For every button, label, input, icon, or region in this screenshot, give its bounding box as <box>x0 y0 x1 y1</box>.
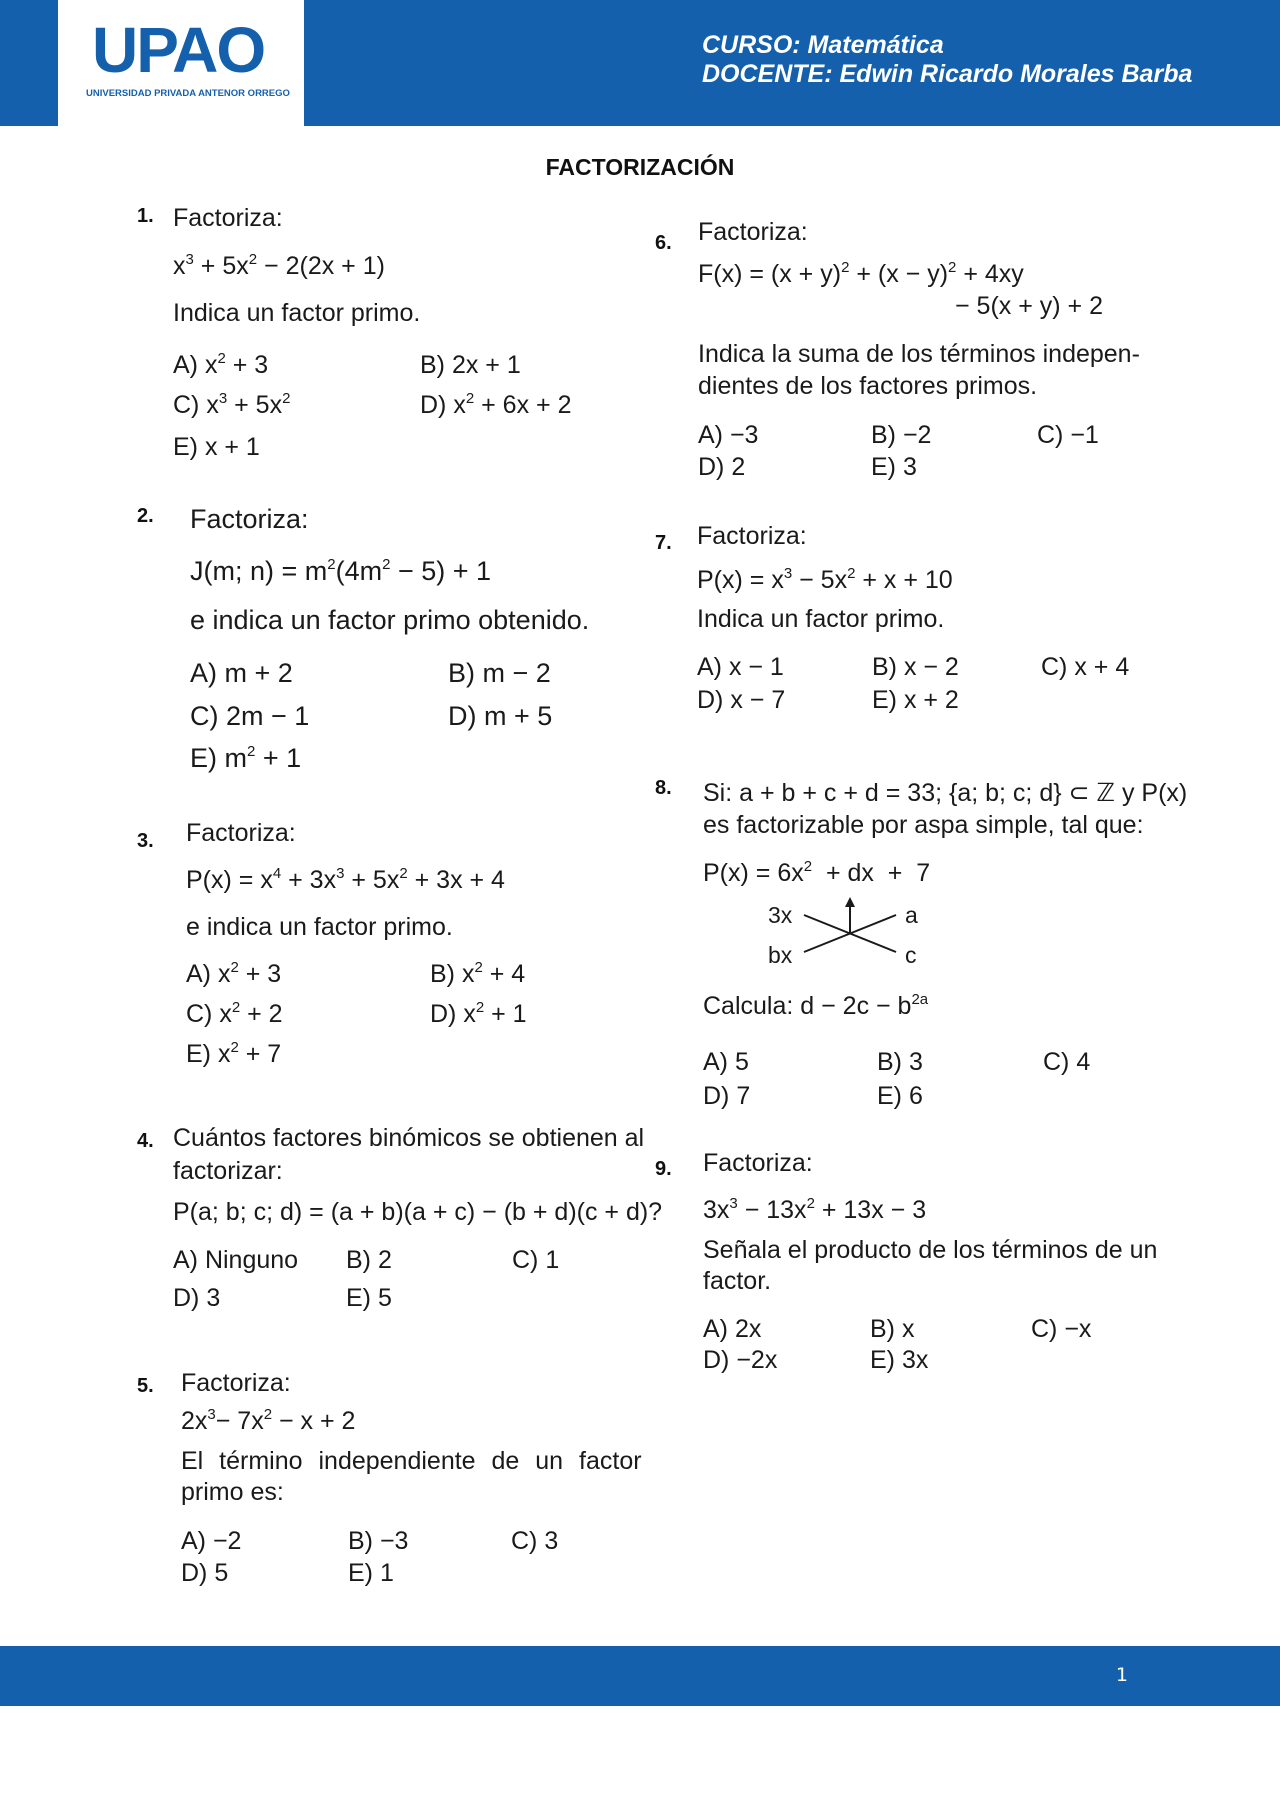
option-b: B) 3 <box>877 1048 923 1076</box>
option-d: D) 3 <box>173 1284 221 1312</box>
problem-instruction: Factoriza: <box>703 1149 813 1177</box>
problem-instruction-2: factorizar: <box>173 1157 283 1185</box>
option-c: C) 1 <box>512 1246 560 1274</box>
problem-question: Indica un factor primo. <box>173 299 421 327</box>
option-d: D) $x^2 + 1$ <box>430 999 527 1028</box>
option-a: A) $x^2 + 3$ <box>186 959 282 988</box>
problem-number: 8. <box>655 777 672 799</box>
option-e: E) $x^2 + 7$ <box>186 1039 282 1068</box>
problem-number: 7. <box>655 532 672 554</box>
option-d: D) 5 <box>181 1559 229 1587</box>
option-a: A) $x^2 + 3$ <box>173 350 269 379</box>
option-b: B) −2 <box>871 421 932 449</box>
option-b: B) x <box>870 1315 915 1343</box>
option-b: B) m − 2 <box>448 658 551 688</box>
aspa-bottom-left: bx <box>768 942 793 968</box>
problem-expression: $P(x) = x^3 - 5x^2 + x + 10$ <box>697 565 953 594</box>
option-c: C) 3 <box>511 1527 559 1555</box>
option-b: B) x − 2 <box>872 653 959 681</box>
option-e: E) 6 <box>877 1082 923 1110</box>
option-e: E) $m^2 + 1$ <box>190 743 302 773</box>
option-d: D) −2x <box>703 1346 778 1374</box>
problem-question: e indica un factor primo obtenido. <box>190 605 590 635</box>
problem-instruction: Factoriza: <box>173 204 283 232</box>
option-e: E) x + 1 <box>173 433 260 461</box>
problem-number: 1. <box>137 205 154 227</box>
option-a: A) 2x <box>703 1315 762 1343</box>
option-b: B) $x^2 + 4$ <box>430 959 526 988</box>
problem-expression: $F(x) = (x + y)^2 + (x - y)^2 + 4xy$ <box>698 259 1024 288</box>
aspa-simple-diagram <box>768 897 938 977</box>
option-b: B) 2 <box>346 1246 392 1274</box>
problem-instruction: Factoriza: <box>698 218 808 246</box>
problem-number: 2. <box>137 505 154 527</box>
course-label: CURSO: Matemática <box>702 31 944 59</box>
option-c: C) $x^2 + 2$ <box>186 999 283 1028</box>
problem-number: 6. <box>655 232 672 254</box>
problem-number: 3. <box>137 830 154 852</box>
problem-number: 4. <box>137 1130 154 1152</box>
option-c: C) 2m − 1 <box>190 701 310 731</box>
problem-question-2: factor. <box>703 1267 772 1295</box>
aspa-top-right: a <box>905 902 918 928</box>
problem-expression: $x^3 + 5x^2 - 2(2x + 1)$ <box>173 251 385 280</box>
option-a: A) 5 <box>703 1048 749 1076</box>
document-title: FACTORIZACIÓN <box>545 154 735 180</box>
option-d: D) x − 7 <box>697 686 786 714</box>
option-e: E) 1 <box>348 1559 394 1587</box>
aspa-top-left: 3x <box>768 902 793 928</box>
option-a: A) Ninguno <box>173 1246 299 1274</box>
option-d: D) $x^2 + 6x + 2$ <box>420 390 572 419</box>
option-a: A) −3 <box>698 421 759 449</box>
option-e: E) 3 <box>871 453 917 481</box>
teacher-label: DOCENTE: Edwin Ricardo Morales Barba <box>702 60 1193 88</box>
option-c: C) $x^3 + 5x^2$ <box>173 390 291 419</box>
option-e: E) 3x <box>870 1346 929 1374</box>
option-d: D) 7 <box>703 1082 751 1110</box>
problem-expression: $2x^3- 7x^2 - x + 2$ <box>181 1406 356 1435</box>
problem-instruction: Factoriza: <box>190 504 309 534</box>
problem-expression: $P(x) = x^4 + 3x^3 + 5x^2 + 3x + 4$ <box>186 865 505 894</box>
option-d: D) m + 5 <box>448 701 553 731</box>
problem-instruction-2: es factorizable por aspa simple, tal que: <box>703 811 1144 839</box>
upao-logo: UPAO <box>92 14 265 86</box>
problem-question: e indica un factor primo. <box>186 913 453 941</box>
option-b: B) 2x + 1 <box>420 351 521 379</box>
problem-number: 5. <box>137 1375 154 1397</box>
header-banner <box>0 0 1280 126</box>
problem-question: Indica la suma de los términos indepen- <box>698 340 1140 368</box>
problem-expression: $P(x) = 6x^2$ + dx + 7 <box>703 858 931 887</box>
option-c: C) x + 4 <box>1041 653 1130 681</box>
problem-question: Indica un factor primo. <box>697 605 945 633</box>
problem-number: 9. <box>655 1158 672 1180</box>
aspa-bottom-right: c <box>905 942 917 968</box>
option-e: E) 5 <box>346 1284 392 1312</box>
problem-question: Calcula: $d - 2c - b^{2a}$ <box>703 991 929 1020</box>
option-d: D) 2 <box>698 453 746 481</box>
option-a: A) x − 1 <box>697 653 784 681</box>
page-number: 1 <box>1115 1664 1128 1686</box>
logo-subtitle: UNIVERSIDAD PRIVADA ANTENOR ORREGO <box>86 88 290 99</box>
option-b: B) −3 <box>348 1527 409 1555</box>
problem-instruction: Cuántos factores binómicos se obtienen al <box>173 1124 645 1152</box>
option-e: E) x + 2 <box>872 686 959 714</box>
problem-expression: $3x^3 - 13x^2 + 13x - 3$ <box>703 1195 927 1224</box>
problem-instruction: Factoriza: <box>186 819 296 847</box>
problem-expression: P(a; b; c; d) = (a + b)(a + c) − (b + d)(c + d)? <box>173 1198 663 1226</box>
footer-banner <box>0 1646 1280 1706</box>
logo-box <box>58 0 304 126</box>
problem-question: El término independiente de un factor <box>181 1447 642 1475</box>
option-a: A) −2 <box>181 1527 242 1555</box>
option-c: C) 4 <box>1043 1048 1091 1076</box>
problem-expression: J(m; $n) = m^2(4m^2 - 5) + 1$ <box>190 556 492 586</box>
problem-instruction: Si: a + b + c + d = 33; {a; b; c; d} ⊂ ℤ y P(x) <box>703 779 1188 807</box>
option-c: C) −1 <box>1037 421 1099 449</box>
problem-question-2: dientes de los factores primos. <box>698 372 1038 400</box>
problem-question: Señala el producto de los términos de un <box>703 1236 1158 1264</box>
problem-instruction: Factoriza: <box>697 522 807 550</box>
problem-question-2: primo es: <box>181 1478 284 1506</box>
problem-expression-2: − 5(x + y) + 2 <box>955 292 1103 320</box>
problem-instruction: Factoriza: <box>181 1369 291 1397</box>
option-c: C) −x <box>1031 1315 1092 1343</box>
option-a: A) m + 2 <box>190 658 293 688</box>
arrow-up-icon <box>845 897 855 907</box>
